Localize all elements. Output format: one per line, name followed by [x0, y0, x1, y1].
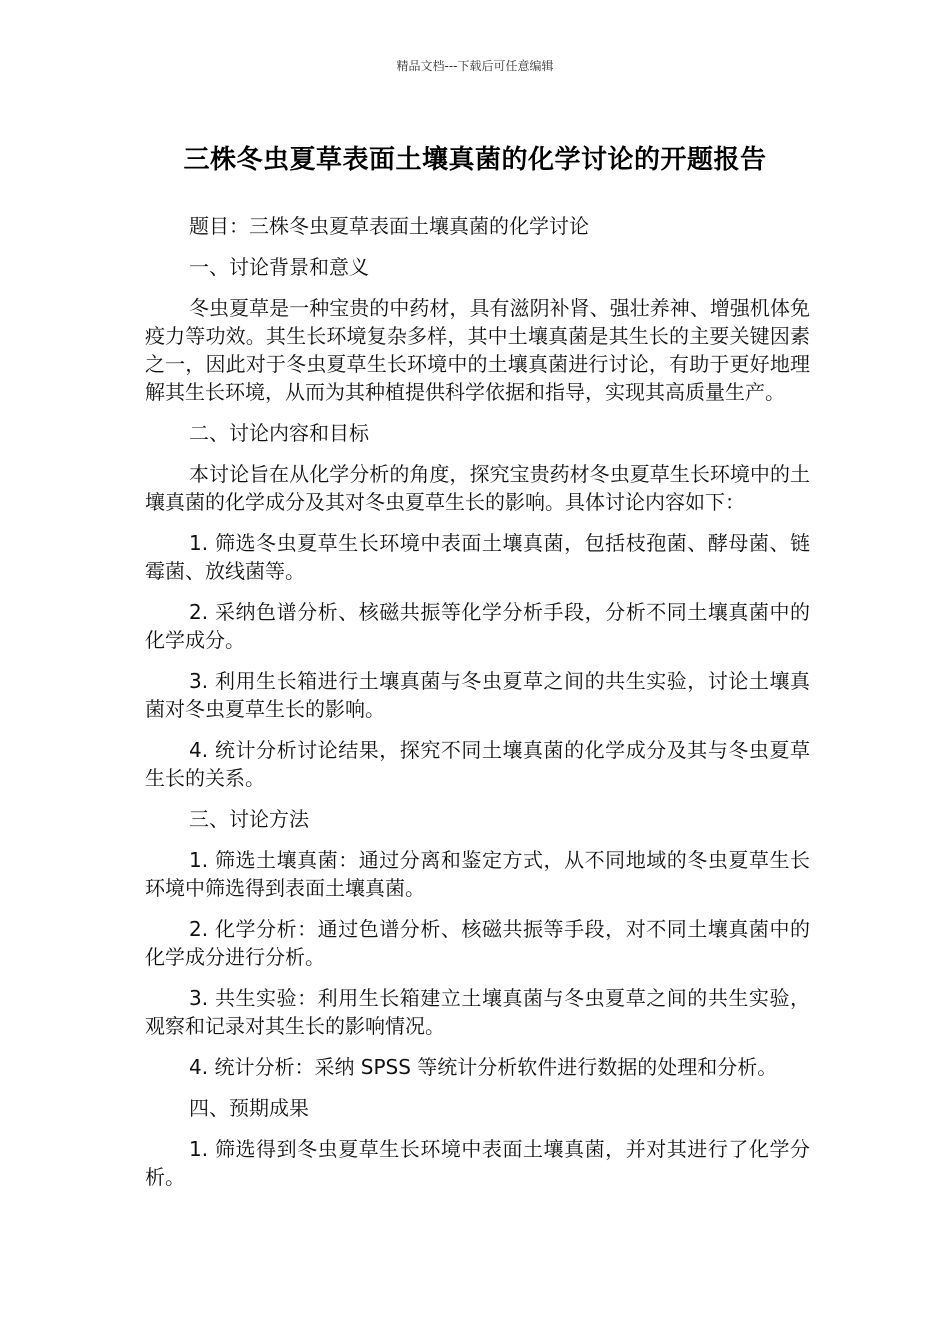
- subject-line: 题目：三株冬虫夏草表面土壤真菌的化学讨论: [189, 214, 589, 238]
- content-intro-paragraph: 本讨论旨在从化学分析的角度，探究宝贵药材冬虫夏草生长环境中的土壤真菌的化学成分及其对冬虫夏草生长的影响。具体讨论内容如下：: [145, 462, 810, 514]
- method-item-4: 4. 统计分析：采纳 SPSS 等统计分析软件进行数据的处理和分析。: [189, 1055, 778, 1079]
- section-heading-methods: 三、讨论方法: [189, 807, 309, 831]
- method-item-3: 3. 共生实验：利用生长箱建立土壤真菌与冬虫夏草之间的共生实验，观察和记录对其生长的影响情况。: [145, 986, 810, 1038]
- document-title: 三株冬虫夏草表面土壤真菌的化学讨论的开题报告: [183, 145, 767, 175]
- document-body: [145, 212, 810, 1204]
- outcome-item-1: 1. 筛选得到冬虫夏草生长环境中表面土壤真菌，并对其进行了化学分析。: [145, 1137, 810, 1189]
- section-heading-background: 一、讨论背景和意义: [189, 255, 369, 279]
- content-item-3: 3. 利用生长箱进行土壤真菌与冬虫夏草之间的共生实验，讨论土壤真菌对冬虫夏草生长的影响。: [145, 669, 810, 721]
- method-item-2: 2. 化学分析：通过色谱分析、核磁共振等手段，对不同土壤真菌中的化学成分进行分析。: [145, 917, 810, 969]
- section-heading-outcomes: 四、预期成果: [189, 1096, 309, 1120]
- content-item-1: 1. 筛选冬虫夏草生长环境中表面土壤真菌，包括枝孢菌、酵母菌、链霉菌、放线菌等。: [145, 531, 810, 583]
- section-heading-content: 二、讨论内容和目标: [189, 421, 369, 445]
- content-item-4: 4. 统计分析讨论结果，探究不同土壤真菌的化学成分及其与冬虫夏草生长的关系。: [145, 738, 810, 790]
- background-paragraph: 冬虫夏草是一种宝贵的中药材，具有滋阴补肾、强壮养神、增强机体免疫力等功效。其生长环境复杂多样，其中土壤真菌是其生长的主要关键因素之一，因此对于冬虫夏草生长环境中的土壤真菌进行讨论，有助于更好地理解其生长环境，从而为其种植提供科学依据和指导，实现其高质量生产。: [145, 296, 810, 404]
- header-note: 精品文档---下载后可任意编辑: [396, 59, 554, 73]
- method-item-1: 1. 筛选土壤真菌：通过分离和鉴定方式，从不同地域的冬虫夏草生长环境中筛选得到表面土壤真菌。: [145, 848, 810, 900]
- content-item-2: 2. 采纳色谱分析、核磁共振等化学分析手段，分析不同土壤真菌中的化学成分。: [145, 600, 810, 652]
